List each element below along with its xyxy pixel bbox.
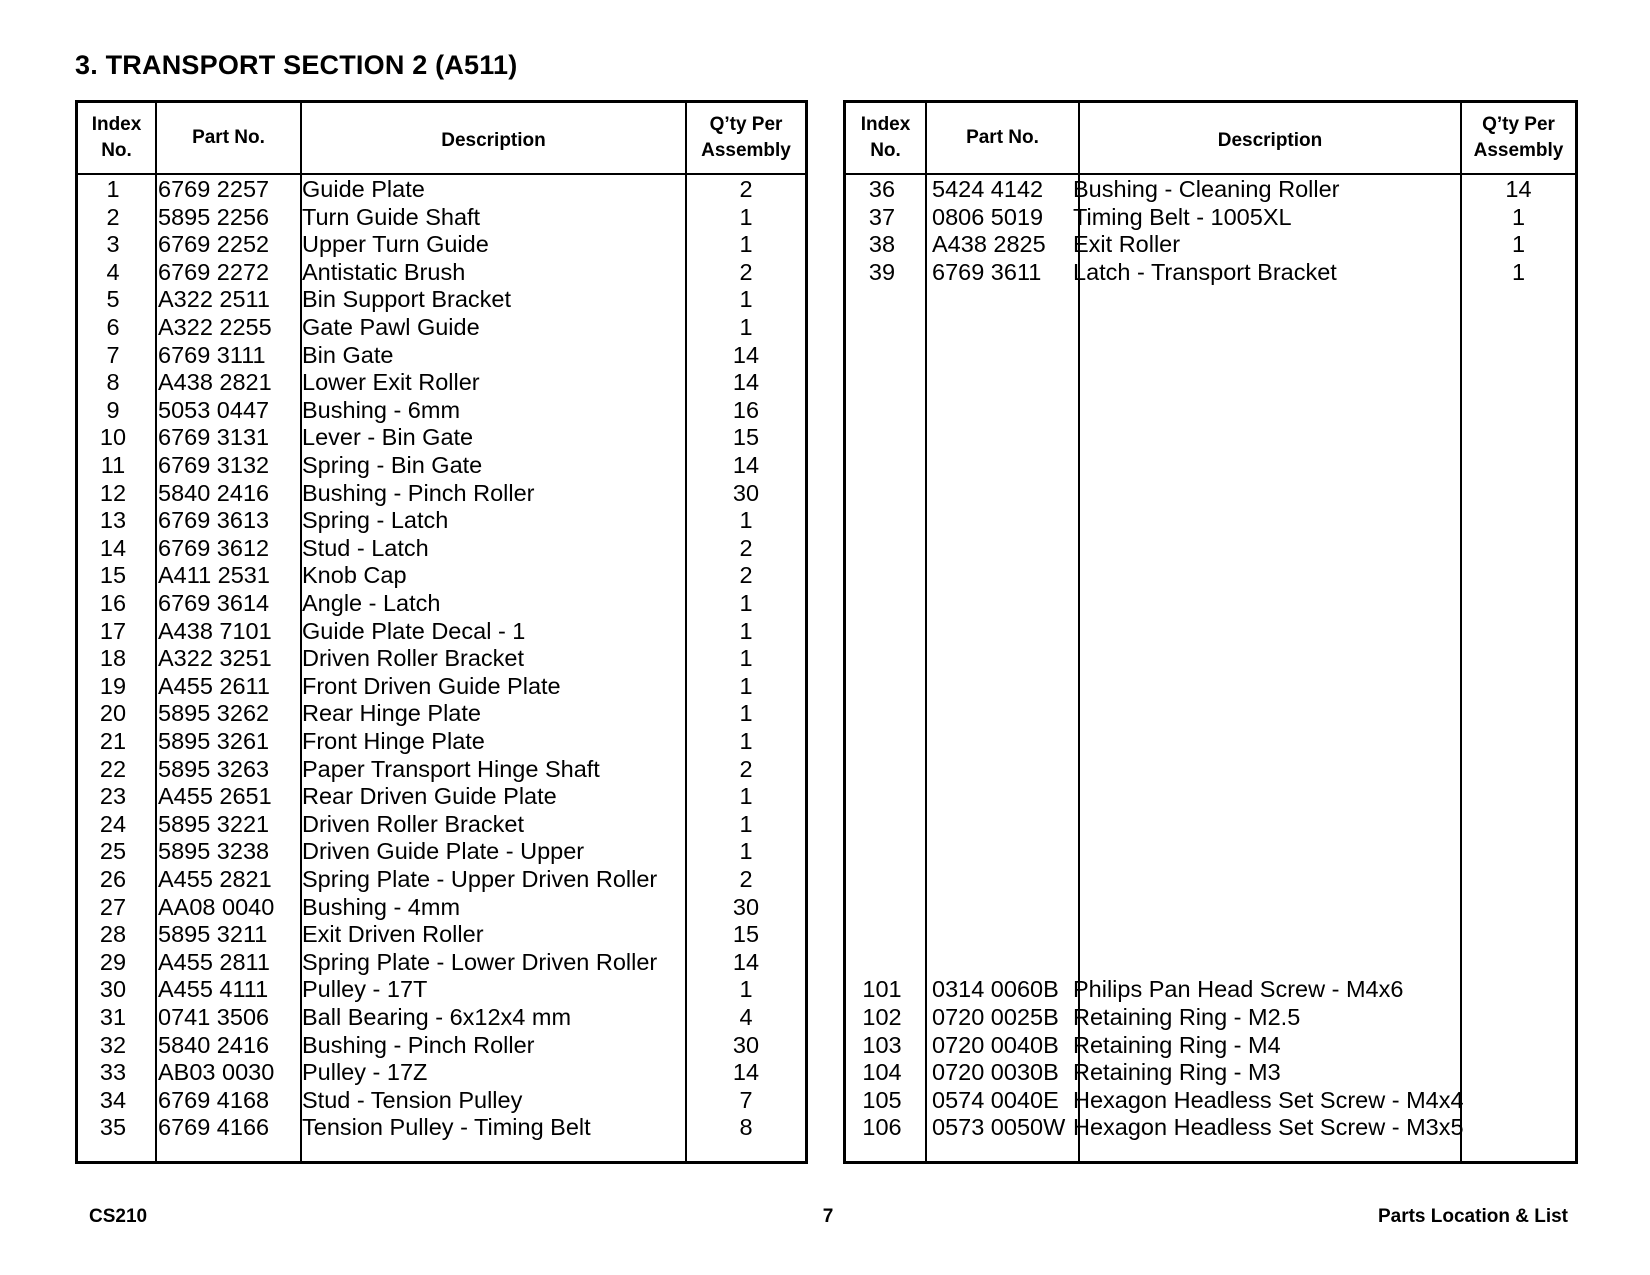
table-row <box>846 1114 1575 1142</box>
part-number-cell: 6769 4166 <box>158 1114 270 1141</box>
parts-table-right <box>843 100 1578 1164</box>
table-row <box>78 673 805 701</box>
description-cell: Bushing - 6mm <box>302 396 461 423</box>
table-row <box>78 342 805 370</box>
part-number-cell: A438 2821 <box>158 369 272 396</box>
quantity-cell: 1 <box>739 645 753 672</box>
part-number-cell: A322 2511 <box>158 286 270 313</box>
description-cell: Rear Hinge Plate <box>302 700 481 727</box>
quantity-cell: 30 <box>732 479 760 506</box>
index-cell: 26 <box>99 866 127 892</box>
table-row <box>78 645 805 673</box>
footer-page-number: 7 <box>822 1206 834 1227</box>
index-cell: 7 <box>106 341 120 368</box>
part-number-cell: AB03 0030 <box>158 1059 275 1086</box>
table-row <box>846 1032 1575 1060</box>
part-number-cell: 6769 3611 <box>932 258 1042 285</box>
index-cell: 3 <box>106 231 120 258</box>
part-number-cell: 0806 5019 <box>932 203 1044 230</box>
description-cell: Spring - Bin Gate <box>302 452 483 478</box>
part-number-cell: 6769 3131 <box>158 424 270 451</box>
part-number-cell: 6769 4168 <box>158 1086 270 1113</box>
index-cell: 13 <box>99 507 127 534</box>
part-number-cell: 5053 0447 <box>158 396 270 423</box>
table-row <box>78 424 805 452</box>
table-row <box>78 728 805 756</box>
quantity-cell: 2 <box>739 258 753 285</box>
quantity-cell: 1 <box>739 314 753 340</box>
quantity-cell: 1 <box>739 728 753 754</box>
part-number-cell: 6769 3612 <box>158 534 270 561</box>
table-row <box>78 590 805 618</box>
description-cell: Knob Cap <box>302 562 407 589</box>
description-cell: Upper Turn Guide <box>302 231 489 258</box>
parts-table-left <box>75 100 808 1164</box>
index-cell: 8 <box>106 369 120 396</box>
description-cell: Retaining Ring - M2.5 <box>1073 1004 1301 1030</box>
description-cell: Exit Driven Roller <box>302 921 484 948</box>
description-cell: Exit Roller <box>1073 231 1181 258</box>
quantity-cell: 1 <box>739 838 753 865</box>
part-number-cell: 0574 0040E <box>932 1086 1059 1113</box>
description-cell: Bushing - 4mm <box>302 893 461 920</box>
description-cell: Paper Transport Hinge Shaft <box>302 755 600 782</box>
description-cell: Driven Roller Bracket <box>302 645 525 672</box>
index-cell: 21 <box>99 728 127 754</box>
index-cell: 5 <box>106 286 120 313</box>
description-cell: Pulley - 17T <box>302 976 428 1003</box>
description-cell: Bin Support Bracket <box>302 286 511 313</box>
index-cell: 35 <box>99 1114 127 1141</box>
part-number-cell: 6769 3614 <box>158 590 270 616</box>
part-number-cell: 0741 3506 <box>158 1004 270 1030</box>
index-cell: 34 <box>99 1086 127 1113</box>
quantity-cell: 15 <box>732 424 760 451</box>
table-row <box>78 176 805 204</box>
index-cell: 106 <box>862 1114 902 1141</box>
index-cell: 22 <box>99 755 127 782</box>
part-number-cell: 0720 0025B <box>932 1004 1059 1030</box>
part-number-cell: 5895 3262 <box>158 700 270 727</box>
table-row <box>78 811 805 839</box>
description-cell: Retaining Ring - M4 <box>1073 1031 1281 1058</box>
part-number-cell: A438 7101 <box>158 617 272 644</box>
quantity-cell: 2 <box>739 534 753 561</box>
description-cell: Retaining Ring - M3 <box>1073 1059 1281 1086</box>
description-cell: Philips Pan Head Screw - M4x6 <box>1073 976 1404 1003</box>
part-number-cell: 0720 0040B <box>932 1031 1059 1058</box>
table-row <box>846 976 1575 1004</box>
quantity-cell: 14 <box>732 452 760 478</box>
table-row <box>78 1004 805 1032</box>
description-cell: Turn Guide Shaft <box>302 203 481 230</box>
table-row <box>78 756 805 784</box>
quantity-cell: 1 <box>739 203 753 230</box>
index-cell: 104 <box>862 1059 902 1086</box>
part-number-cell: 0720 0030B <box>932 1059 1059 1086</box>
description-cell: Spring Plate - Upper Driven Roller <box>302 866 658 892</box>
table-row <box>78 618 805 646</box>
header-description: Description <box>441 130 546 151</box>
quantity-cell: 1 <box>739 590 753 616</box>
footer-model: CS210 <box>89 1206 148 1227</box>
index-cell: 15 <box>99 562 127 589</box>
quantity-cell: 2 <box>739 866 753 892</box>
description-cell: Pulley - 17Z <box>302 1059 428 1086</box>
description-cell: Bushing - Pinch Roller <box>302 479 535 506</box>
header-qty: Q’ty Per Assembly <box>1473 114 1564 161</box>
quantity-cell: 1 <box>739 700 753 727</box>
part-number-cell: A455 2811 <box>158 948 270 975</box>
table-row <box>78 700 805 728</box>
table-row <box>78 894 805 922</box>
part-number-cell: 5895 3261 <box>158 728 270 754</box>
table-row <box>846 176 1575 204</box>
quantity-cell: 1 <box>739 976 753 1003</box>
quantity-cell: 1 <box>1511 203 1526 230</box>
part-number-cell: 5895 2256 <box>158 203 270 230</box>
header-divider <box>78 173 805 175</box>
description-cell: Lever - Bin Gate <box>302 424 474 451</box>
quantity-cell: 15 <box>732 921 760 948</box>
part-number-cell: 6769 3613 <box>158 507 270 534</box>
part-number-cell: 5424 4142 <box>932 176 1044 202</box>
quantity-cell: 14 <box>732 948 760 975</box>
part-number-cell: 5840 2416 <box>158 479 270 506</box>
index-cell: 103 <box>862 1031 902 1058</box>
header-divider <box>846 173 1575 175</box>
index-cell: 36 <box>868 176 896 202</box>
index-cell: 33 <box>99 1059 127 1086</box>
quantity-cell: 1 <box>739 507 753 534</box>
description-cell: Bushing - Cleaning Roller <box>1073 176 1340 202</box>
quantity-cell: 2 <box>739 562 753 589</box>
index-cell: 30 <box>99 976 127 1003</box>
quantity-cell: 4 <box>739 1004 753 1030</box>
part-number-cell: 6769 2252 <box>158 231 270 258</box>
description-cell: Guide Plate <box>302 176 425 202</box>
quantity-cell: 14 <box>1505 176 1532 202</box>
index-cell: 27 <box>99 893 127 920</box>
table-row <box>846 1087 1575 1115</box>
quantity-cell: 1 <box>739 617 753 644</box>
table-row <box>846 259 1575 287</box>
index-cell: 17 <box>99 617 127 644</box>
part-number-cell: 6769 3111 <box>158 341 266 368</box>
description-cell: Stud - Tension Pulley <box>302 1086 523 1113</box>
index-cell: 16 <box>99 590 127 616</box>
index-cell: 37 <box>868 203 896 230</box>
table-row <box>78 921 805 949</box>
table-row <box>78 949 805 977</box>
quantity-cell: 2 <box>739 176 753 202</box>
part-number-cell: A455 4111 <box>158 976 269 1003</box>
quantity-cell: 7 <box>739 1086 753 1113</box>
quantity-cell: 8 <box>739 1114 753 1141</box>
quantity-cell: 14 <box>732 1059 760 1086</box>
quantity-cell: 1 <box>739 286 753 313</box>
header-index: Index No. <box>860 114 911 161</box>
part-number-cell: 6769 3132 <box>158 452 270 478</box>
part-number-cell: 6769 2272 <box>158 258 270 285</box>
description-cell: Gate Pawl Guide <box>302 314 480 340</box>
table-row <box>78 286 805 314</box>
index-cell: 25 <box>99 838 127 865</box>
table-row <box>78 507 805 535</box>
description-cell: Guide Plate Decal - 1 <box>302 617 526 644</box>
table-row <box>78 976 805 1004</box>
description-cell: Bushing - Pinch Roller <box>302 1031 535 1058</box>
table-row <box>78 838 805 866</box>
part-number-cell: A455 2821 <box>158 866 272 892</box>
index-cell: 10 <box>99 424 127 451</box>
index-cell: 14 <box>99 534 127 561</box>
quantity-cell: 1 <box>739 810 753 837</box>
part-number-cell: 5895 3211 <box>158 921 268 948</box>
table-row <box>846 1004 1575 1032</box>
index-cell: 4 <box>106 258 120 285</box>
quantity-cell: 1 <box>739 783 753 810</box>
part-number-cell: A411 2531 <box>158 562 270 589</box>
table-row <box>78 1087 805 1115</box>
table-row <box>78 231 805 259</box>
table-row <box>78 204 805 232</box>
description-cell: Lower Exit Roller <box>302 369 480 396</box>
index-cell: 31 <box>99 1004 127 1030</box>
index-cell: 24 <box>99 810 127 837</box>
description-cell: Front Driven Guide Plate <box>302 672 561 699</box>
part-number-cell: 5840 2416 <box>158 1031 270 1058</box>
table-row <box>78 1114 805 1142</box>
description-cell: Driven Roller Bracket <box>302 810 525 837</box>
quantity-cell: 1 <box>1511 231 1526 258</box>
table-row <box>78 866 805 894</box>
quantity-cell: 14 <box>732 341 760 368</box>
description-cell: Latch - Transport Bracket <box>1073 258 1337 285</box>
table-row <box>78 562 805 590</box>
index-cell: 6 <box>106 314 120 340</box>
table-row <box>78 535 805 563</box>
description-cell: Ball Bearing - 6x12x4 mm <box>302 1004 572 1030</box>
index-cell: 1 <box>106 176 120 202</box>
description-cell: Front Hinge Plate <box>302 728 485 754</box>
table-row <box>78 480 805 508</box>
table-row <box>78 452 805 480</box>
part-number-cell: 5895 3221 <box>158 810 270 837</box>
header-part-no: Part No. <box>192 127 265 148</box>
index-cell: 29 <box>99 948 127 975</box>
description-cell: Bin Gate <box>302 341 394 368</box>
part-number-cell: A455 2651 <box>158 783 272 810</box>
quantity-cell: 16 <box>732 396 760 423</box>
description-cell: Tension Pulley - Timing Belt <box>302 1114 591 1141</box>
part-number-cell: 0573 0050W <box>932 1114 1066 1141</box>
part-number-cell: A322 2255 <box>158 314 272 340</box>
page-title: 3. TRANSPORT SECTION 2 (A511) <box>75 50 518 80</box>
quantity-cell: 2 <box>739 755 753 782</box>
description-cell: Antistatic Brush <box>302 258 466 285</box>
index-cell: 11 <box>100 452 126 478</box>
quantity-cell: 30 <box>732 893 760 920</box>
part-number-cell: 0314 0060B <box>932 976 1059 1003</box>
description-cell: Angle - Latch <box>302 590 441 616</box>
part-number-cell: A322 3251 <box>158 645 272 672</box>
part-number-cell: A455 2611 <box>158 672 270 699</box>
footer-section: Parts Location & List <box>1377 1206 1568 1227</box>
table-row <box>78 397 805 425</box>
header-description: Description <box>1217 130 1323 151</box>
index-cell: 101 <box>862 976 902 1003</box>
index-cell: 19 <box>99 672 127 699</box>
quantity-cell: 1 <box>739 672 753 699</box>
description-cell: Stud - Latch <box>302 534 429 561</box>
index-cell: 18 <box>99 645 127 672</box>
index-cell: 39 <box>868 258 896 285</box>
index-cell: 9 <box>106 396 120 423</box>
table-row <box>78 1032 805 1060</box>
index-cell: 102 <box>862 1004 902 1030</box>
header-part-no: Part No. <box>966 127 1039 148</box>
quantity-cell: 30 <box>732 1031 760 1058</box>
index-cell: 105 <box>862 1086 902 1113</box>
description-cell: Spring Plate - Lower Driven Roller <box>302 948 658 975</box>
table-row <box>78 1059 805 1087</box>
quantity-cell: 1 <box>1511 258 1526 285</box>
table-row <box>78 314 805 342</box>
header-qty: Q’ty Per Assembly <box>701 114 791 161</box>
part-number-cell: 6769 2257 <box>158 176 270 202</box>
index-cell: 23 <box>99 783 127 810</box>
quantity-cell: 1 <box>739 231 753 258</box>
index-cell: 2 <box>106 203 120 230</box>
table-row <box>846 1059 1575 1087</box>
table-row <box>78 369 805 397</box>
index-cell: 38 <box>868 231 896 258</box>
part-number-cell: A438 2825 <box>932 231 1046 258</box>
table-row <box>846 231 1575 259</box>
part-number-cell: AA08 0040 <box>158 893 275 920</box>
index-cell: 12 <box>99 479 127 506</box>
description-cell: Hexagon Headless Set Screw - M4x4 <box>1073 1086 1464 1113</box>
index-cell: 28 <box>99 921 127 948</box>
table-row <box>78 259 805 287</box>
header-index: Index No. <box>91 114 142 161</box>
description-cell: Rear Driven Guide Plate <box>302 783 557 810</box>
index-cell: 20 <box>99 700 127 727</box>
description-cell: Driven Guide Plate - Upper <box>302 838 585 865</box>
description-cell: Spring - Latch <box>302 507 449 534</box>
description-cell: Timing Belt - 1005XL <box>1073 203 1292 230</box>
quantity-cell: 14 <box>732 369 760 396</box>
table-row <box>846 204 1575 232</box>
index-cell: 32 <box>99 1031 127 1058</box>
table-row <box>78 783 805 811</box>
part-number-cell: 5895 3238 <box>158 838 270 865</box>
part-number-cell: 5895 3263 <box>158 755 270 782</box>
description-cell: Hexagon Headless Set Screw - M3x5 <box>1073 1114 1464 1141</box>
